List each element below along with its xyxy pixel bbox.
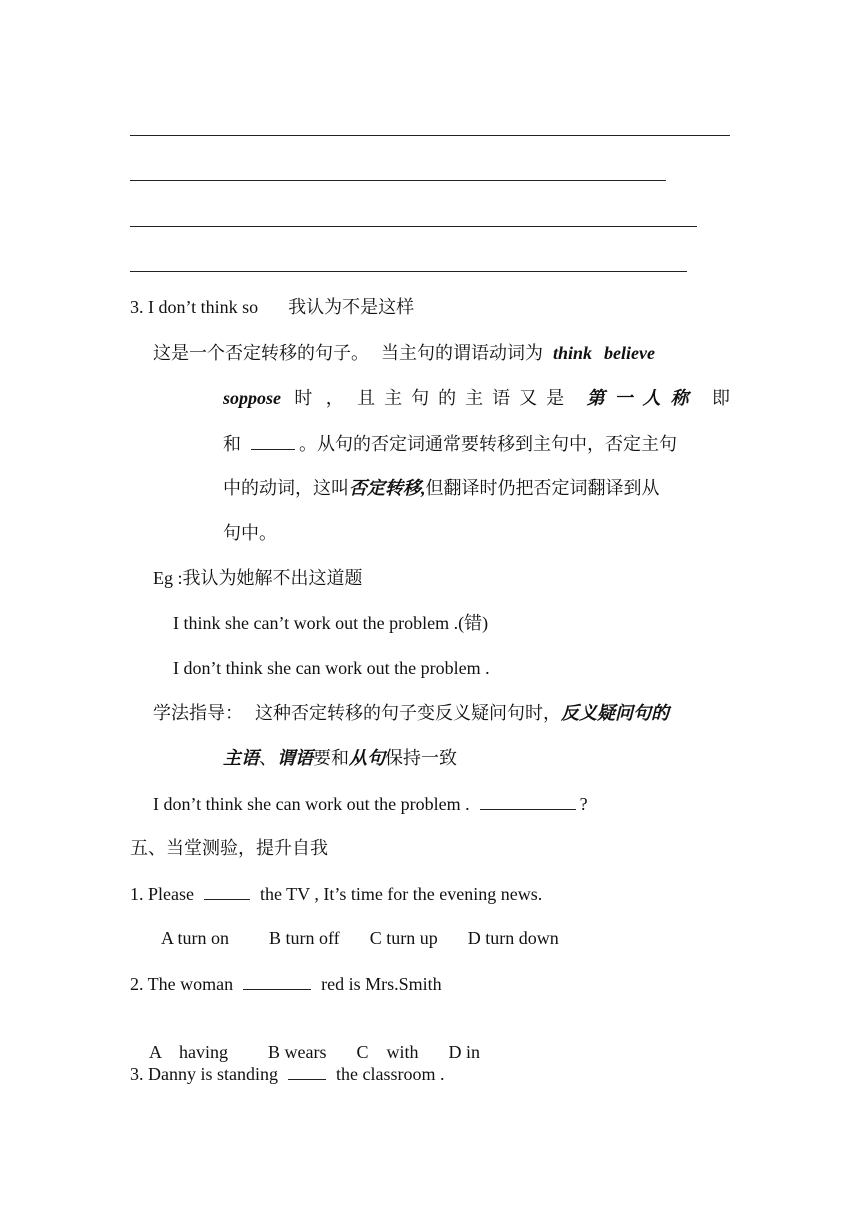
fill-blank[interactable] <box>251 431 295 450</box>
guide-line-1: 学法指导： 这种否定转移的句子变反义疑问句时，反义疑问句的 <box>153 703 669 723</box>
option-c[interactable]: C with <box>356 1042 419 1062</box>
option-c[interactable]: C turn up <box>369 928 438 948</box>
option-d[interactable]: D turn down <box>467 928 559 948</box>
option-d[interactable]: D in <box>448 1042 481 1062</box>
answer-line-3 <box>130 226 697 227</box>
section3-title: 3. I don’t think so 我认为不是这样 <box>130 297 415 317</box>
question-2-options <box>141 1016 480 1064</box>
practice-sentence: I don’t think she can work out the problem . ? <box>153 791 588 816</box>
example-right: I don’t think she can work out the problem . <box>173 658 490 678</box>
answer-line-2 <box>130 180 666 181</box>
option-b[interactable]: B wears <box>268 1042 327 1062</box>
section5-heading: 五、当堂测验，提升自我 <box>130 838 328 858</box>
question-1: 1. Please the TV , It’s time for the evening news. <box>130 881 542 906</box>
fill-blank[interactable] <box>480 791 576 810</box>
question-2: 2. The woman red is Mrs.Smith <box>130 971 442 996</box>
answer-line-1 <box>130 135 730 136</box>
eg-label: Eg :我认为她解不出这道题 <box>153 568 363 588</box>
section3-line5: 句中。 <box>223 523 277 543</box>
fill-blank[interactable] <box>243 971 311 990</box>
fill-blank[interactable] <box>204 881 250 900</box>
section3-intro: 这是一个否定转移的句子。 当主句的谓语动词为 think believe <box>153 343 655 363</box>
guide-line-2: 主语、谓语要和从句保持一致 <box>223 748 457 768</box>
section3-line4: 中的动词，这叫否定转移,但翻译时仍把否定词翻译到从 <box>223 478 660 498</box>
example-wrong: I think she can’t work out the problem .(错) <box>173 613 489 633</box>
fill-blank[interactable] <box>288 1061 326 1080</box>
option-b[interactable]: B turn off <box>269 928 340 948</box>
option-a[interactable]: A turn on <box>161 928 230 948</box>
section3-line3: 和 。从句的否定词通常要转移到主句中，否定主句 <box>223 431 677 456</box>
question-1-options <box>161 926 559 950</box>
question-3: 3. Danny is standing the classroom . <box>130 1061 444 1086</box>
answer-line-4 <box>130 271 687 272</box>
section3-line2: soppose 时 ， 且主句的主语又是 第一人称 即 <box>223 388 730 408</box>
option-a[interactable]: A having <box>149 1042 229 1062</box>
